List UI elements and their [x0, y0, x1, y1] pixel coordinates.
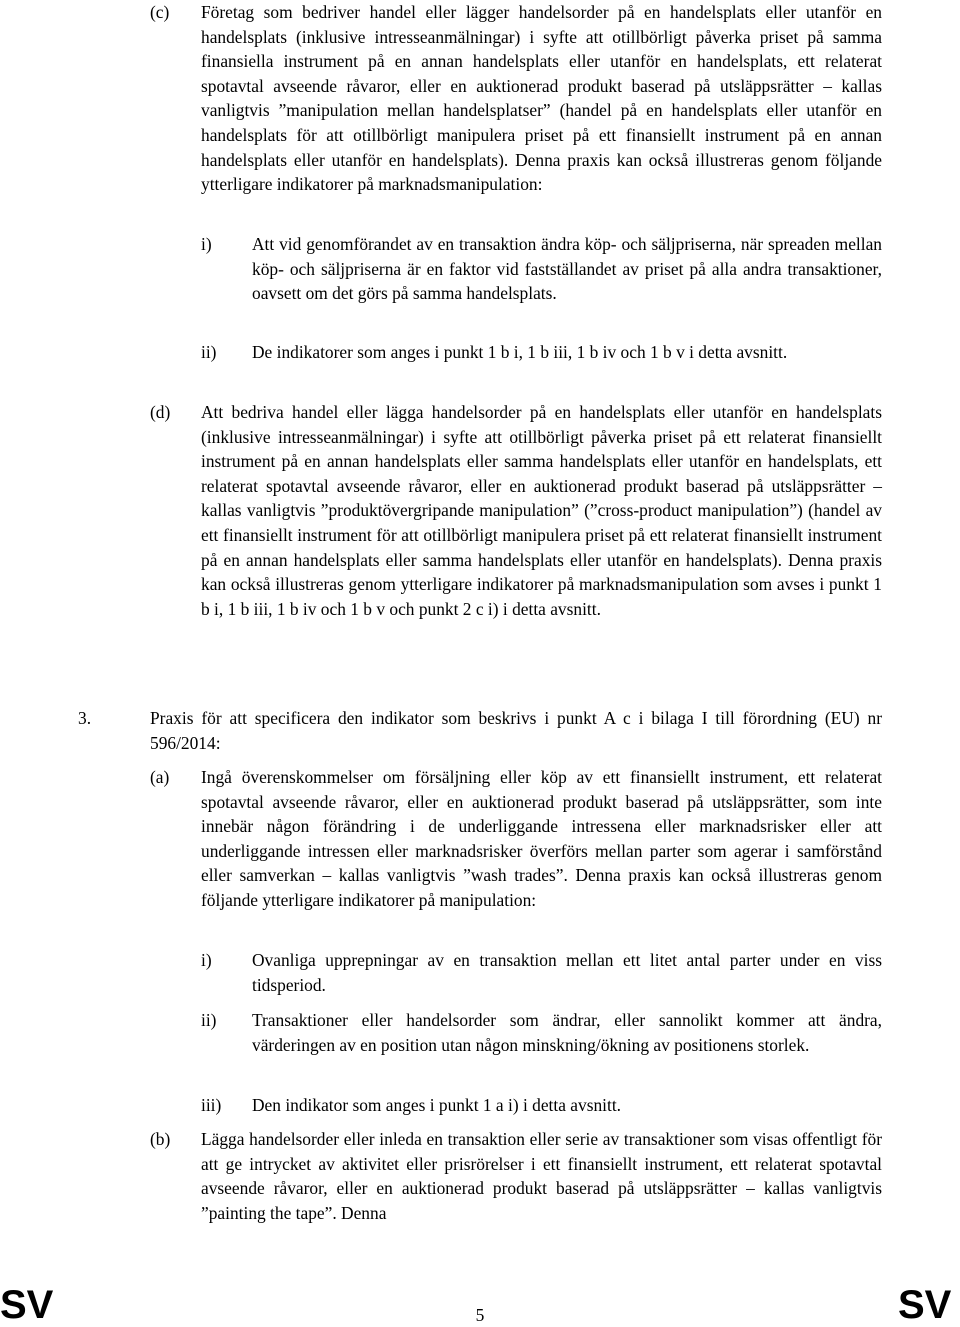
section-3-label: 3. — [78, 708, 92, 728]
item-a-sub-iii-label: iii) — [201, 1095, 222, 1115]
section-3-text: Praxis för att specificera den indikator som beskrivs i punkt A c i bilaga I till förordning (EU) nr 596/2014: — [150, 708, 882, 753]
item-a-sub-ii-text: Transaktioner eller handelsorder som ändrar, eller sannolikt kommer att ändra, värderingen av en position utan någon minskning/ökning av positionens storlek. — [252, 1010, 882, 1055]
item-a-sub-iii-text: Den indikator som anges i punkt 1 a i) i detta avsnitt. — [252, 1095, 621, 1115]
item-b-label: (b) — [150, 1129, 171, 1149]
item-c-sub-i-text: Att vid genomförandet av en transaktion ändra köp- och säljpriserna, när spreaden mellan köp- och säljpriserna är en faktor vid fastställandet av priset på alla andra transaktioner, oavsett om det görs på samma handelsplats. — [252, 234, 882, 304]
footer-language-left: SV — [0, 1283, 54, 1327]
item-a-text: Ingå överenskommelser om försäljning eller köp av ett finansiellt instrument, ett relaterat spotavtal avseende råvaror, eller en auktionerad produkt baserad på utsläppsrätter, som inte innebär någon förändring i de underliggande intressena eller marknadsrisker eller att underliggande intressen eller marknadsrisker överförs mellan parter som agerar i samförstånd eller samverkan – kallas vanligtvis ”wash trades”. Denna praxis kan också illustreras genom följande ytterligare indikatorer på manipulation: — [201, 767, 882, 910]
item-d-label: (d) — [150, 402, 171, 422]
item-c-label: (c) — [150, 2, 170, 22]
page-number: 5 — [475, 1305, 485, 1325]
item-c-sub-ii-label: ii) — [201, 342, 217, 362]
item-d-text: Att bedriva handel eller lägga handelsorder på en handelsplats eller utanför en handelsplats (inklusive intresseanmälningar) i syfte att otillbörligt påverka priset på ett relaterat finansiellt instrument på en annan handelsplats eller samma handelsplats eller utanför en handelsplats, ett relaterat spotavtal avseende råvaror, eller en auktionerad produkt baserad på utsläppsrätter – kallas vanligtvis ”produktövergripande manipulation” (”cross-product manipulation”) (handel av ett finansiellt instrument för att otillbörligt manipulera priset på ett relaterat finansiellt instrument på en annan handelsplats eller samma handelsplats eller utanför en handelsplats). Denna praxis kan också illustreras genom ytterligare indikatorer på marknadsmanipulation som avses i punkt 1 b i, 1 b iii, 1 b iv och 1 b v och punkt 2 c i) i detta avsnitt. — [201, 402, 882, 619]
item-c-text: Företag som bedriver handel eller lägger handelsorder på en handelsplats eller utanför en handelsplats (inklusive intresseanmälningar) i syfte att otillbörligt påverka priset på samma finansiella instrument på en annan handelsplats eller utanför en handelsplats, ett relaterat spotavtal avseende råvaror, eller en auktionerad produkt baserad på utsläppsrätter – kallas vanligtvis ”manipulation mellan handelsplatser” (handel på en handelsplats eller utanför en handelsplats för att otillbörligt manipulera priset på ett finansiellt instrument på en annan handelsplats eller utanför en handelsplats). Denna praxis kan också illustreras genom följande ytterligare indikatorer på marknadsmanipulation: — [201, 2, 882, 195]
item-a-label: (a) — [150, 767, 170, 787]
item-c-sub-i-label: i) — [201, 234, 212, 254]
item-a-sub-i-text: Ovanliga upprepningar av en transaktion mellan ett litet antal parter under en viss tidsperiod. — [252, 950, 882, 995]
item-c-sub-ii-text: De indikatorer som anges i punkt 1 b i, 1 b iii, 1 b iv och 1 b v i detta avsnitt. — [252, 342, 788, 362]
item-a-sub-i-label: i) — [201, 950, 212, 970]
item-a-sub-ii-label: ii) — [201, 1010, 217, 1030]
footer-language-right: SV — [898, 1283, 952, 1327]
item-b-text: Lägga handelsorder eller inleda en transaktion eller serie av transaktioner som visas offentligt för att ge intrycket av aktivitet eller prisrörelser i ett finansiellt instrument, ett relaterat spotavtal avseende råvaror, eller en auktionerad produkt baserad på utsläppsrätter – kallas vanligtvis ”painting the tape”. Denna — [201, 1129, 882, 1223]
